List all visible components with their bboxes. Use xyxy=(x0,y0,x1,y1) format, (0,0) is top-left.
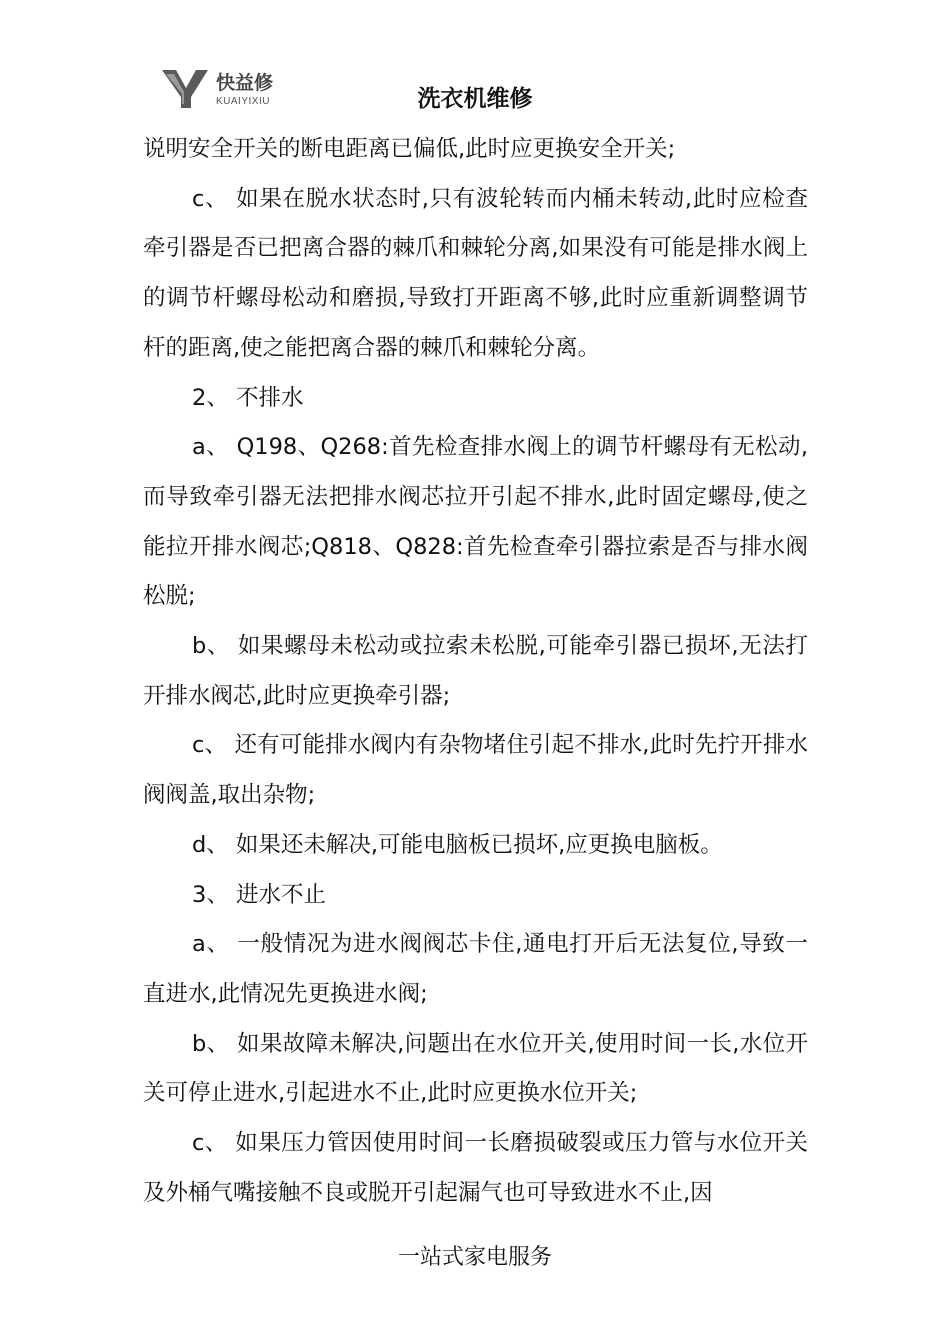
paragraph: a、 一般情况为进水阀阀芯卡住,通电打开后无法复位,导致一直进水,此情况先更换进水阀; xyxy=(143,931,808,1007)
paragraph: a、 Q198、Q268:首先检查排水阀上的调节杆螺母有无松动,而导致牵引器无法把排水阀芯拉开引起不排水,此时固定螺母,使之能拉开排水阀芯;Q818、Q828:首先检查牵引器拉索是否与排水阀松脱; xyxy=(143,434,808,610)
paragraph: c、 如果在脱水状态时,只有波轮转而内桶未转动,此时应检查牵引器是否已把离合器的棘爪和棘轮分离,如果没有可能是排水阀上的调节杆螺母松动和磨损,导致打开距离不够,此时应重新调整调节杆的距离,使之能把离合器的棘爪和棘轮分离。 xyxy=(143,185,808,361)
logo-chinese-text: 快益修 xyxy=(216,72,274,94)
section-heading: 2、 不排水 xyxy=(192,384,304,411)
paragraph: b、 如果螺母未松动或拉索未松脱,可能牵引器已损坏,无法打开排水阀芯,此时应更换牵引器; xyxy=(143,633,808,709)
page-header xyxy=(0,0,950,130)
paragraph: c、 还有可能排水阀内有杂物堵住引起不排水,此时先拧开排水阀阀盖,取出杂物; xyxy=(143,732,808,809)
paragraph: d、 如果还未解决,可能电脑板已损坏,应更换电脑板。 xyxy=(192,831,723,858)
document-title: 洗衣机维修 xyxy=(417,86,533,112)
page-footer: 一站式家电服务 xyxy=(397,1245,552,1270)
paragraph: b、 如果故障未解决,问题出在水位开关,使用时间一长,水位开关可停止进水,引起进水不止,此时应更换水位开关; xyxy=(143,1030,808,1107)
logo-english-text: KUAIYIXIU xyxy=(216,96,270,107)
document-body xyxy=(143,125,808,1218)
paragraph: 说明安全开关的断电距离已偏低,此时应更换安全开关; xyxy=(143,136,676,162)
section-heading: 3、 进水不止 xyxy=(192,881,326,908)
paragraph: c、 如果压力管因使用时间一长磨损破裂或压力管与水位开关及外桶气嘴接触不良或脱开引起漏气也可导致进水不止,因 xyxy=(143,1130,808,1206)
